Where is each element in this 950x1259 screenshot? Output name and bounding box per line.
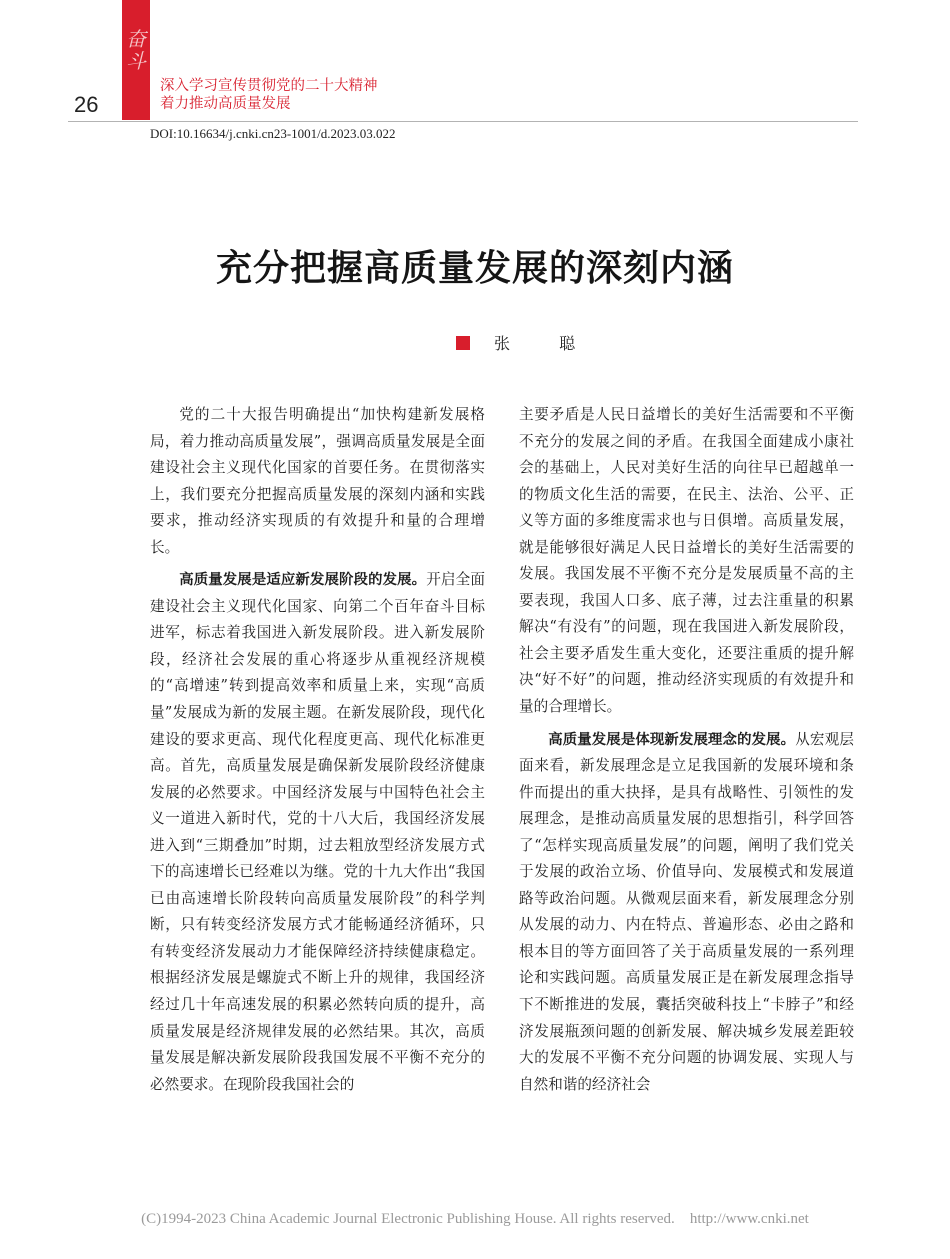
paragraph-new-stage [150, 567, 485, 1098]
footer-url-link[interactable]: http://www.cnki.net [689, 1211, 809, 1227]
column-title [160, 77, 378, 113]
copyright-text: (C)1994-2023 China Academic Journal Electronic Publishing House. All rights reserved. [141, 1211, 675, 1227]
page-number: 26 [74, 92, 99, 117]
body-column-left [150, 402, 485, 1098]
body-column-right [519, 402, 854, 1098]
author-marker-icon [456, 336, 470, 350]
doi-line: DOI:10.16634/j.cnki.cn23-1001/d.2023.03.022 [150, 126, 396, 141]
author-line [456, 331, 597, 354]
journal-logo-text: 奋斗 [126, 27, 146, 73]
article-title: 充分把握高质量发展的深刻内涵 [215, 247, 734, 289]
section-lead-new-concept: 高质量发展是体现新发展理念的发展。 [548, 731, 796, 748]
column-title-line1: 深入学习宣传贯彻党的二十大精神 [160, 78, 378, 94]
paragraph-new-stage-body: 开启全面建设社会主义现代化国家、向第二个百年奋斗目标进军，标志着我国进入新发展阶段。进入新发展阶段，经济社会发展的重心将逐步从重视经济规模的“高增速”转到提高效率和质量上来，实现“高质量”发展成为新的发展主题。在新发展阶段，现代化建设的要求更高、现代化程度更高、现代化标准更高。首先，高质量发展是确保新发展阶段经济健康发展的必然要求。中国经济发展与中国特色社会主义一道进入新时代，党的十八大后，我国经济发展进入到“三期叠加”时期，过去粗放型经济发展方式下的高速增长已经难以为继。党的十九大作出“我国已由高速增长阶段转向高质量发展阶段”的科学判断，只有转变经济发展方式才能畅通经济循环，只有转变经济发展动力才能保障经济持续健康稳定。根据经济发展是螺旋式不断上升的规律，我国经济经过几十年高速发展的积累必然转向质的提升，高质量发展是经济规律发展的必然结果。其次，高质量发展是解决新发展阶段我国发展不平衡不充分的必然要求。在现阶段我国社会的 [150, 571, 485, 1093]
paragraph-intro: 党的二十大报告明确提出“加快构建新发展格局，着力推动高质量发展”，强调高质量发展是全面建设社会主义现代化国家的首要任务。在贯彻落实上，我们要充分把握高质量发展的深刻内涵和实践要求，推动经济实现质的有效提升和量的合理增长。 [150, 406, 485, 556]
paragraph-new-concept [519, 727, 854, 1099]
author-name: 张 聪 [494, 334, 598, 353]
paragraph-contradiction: 主要矛盾是人民日益增长的美好生活需要和不平衡不充分的发展之间的矛盾。在我国全面建成小康社会的基础上，人民对美好生活的向往早已超越单一的物质文化生活的需要，在民主、法治、公平、正义等方面的多维度需求也与日俱增。高质量发展，就是能够很好满足人民日益增长的美好生活需要的发展。我国发展不平衡不充分是发展质量不高的主要表现，我国人口多、底子薄，过去注重量的积累解决“有没有”的问题，现在我国进入新发展阶段，社会主要矛盾发生重大变化，还要注重质的提升解决“好不好”的问题，推动经济实现质的有效提升和量的合理增长。 [519, 406, 854, 716]
copyright-footer [0, 1211, 950, 1228]
section-lead-new-stage: 高质量发展是适应新发展阶段的发展。 [179, 572, 427, 589]
paragraph-new-concept-body: 从宏观层面来看，新发展理念是立足我国新的发展环境和条件而提出的重大抉择，是具有战略性、引领性的发展理念，是推动高质量发展的思想指引，科学回答了“怎样实现高质量发展”的问题，阐明了我们党关于发展的政治立场、价值导向、发展模式和发展道路等政治问题。从微观层面来看，新发展理念分别从发展的动力、内在特点、普遍形态、必由之路和根本目的等方面回答了关于高质量发展的一系列理论和实践问题。高质量发展正是在新发展理念指导下不断推进的发展，囊括突破科技上“卡脖子”和经济发展瓶颈问题的创新发展、解决城乡发展差距较大的发展不平衡不充分问题的协调发展、实现人与自然和谐的经济社会 [519, 730, 854, 1093]
header-divider [68, 121, 858, 122]
column-title-line2: 着力推动高质量发展 [160, 96, 291, 112]
